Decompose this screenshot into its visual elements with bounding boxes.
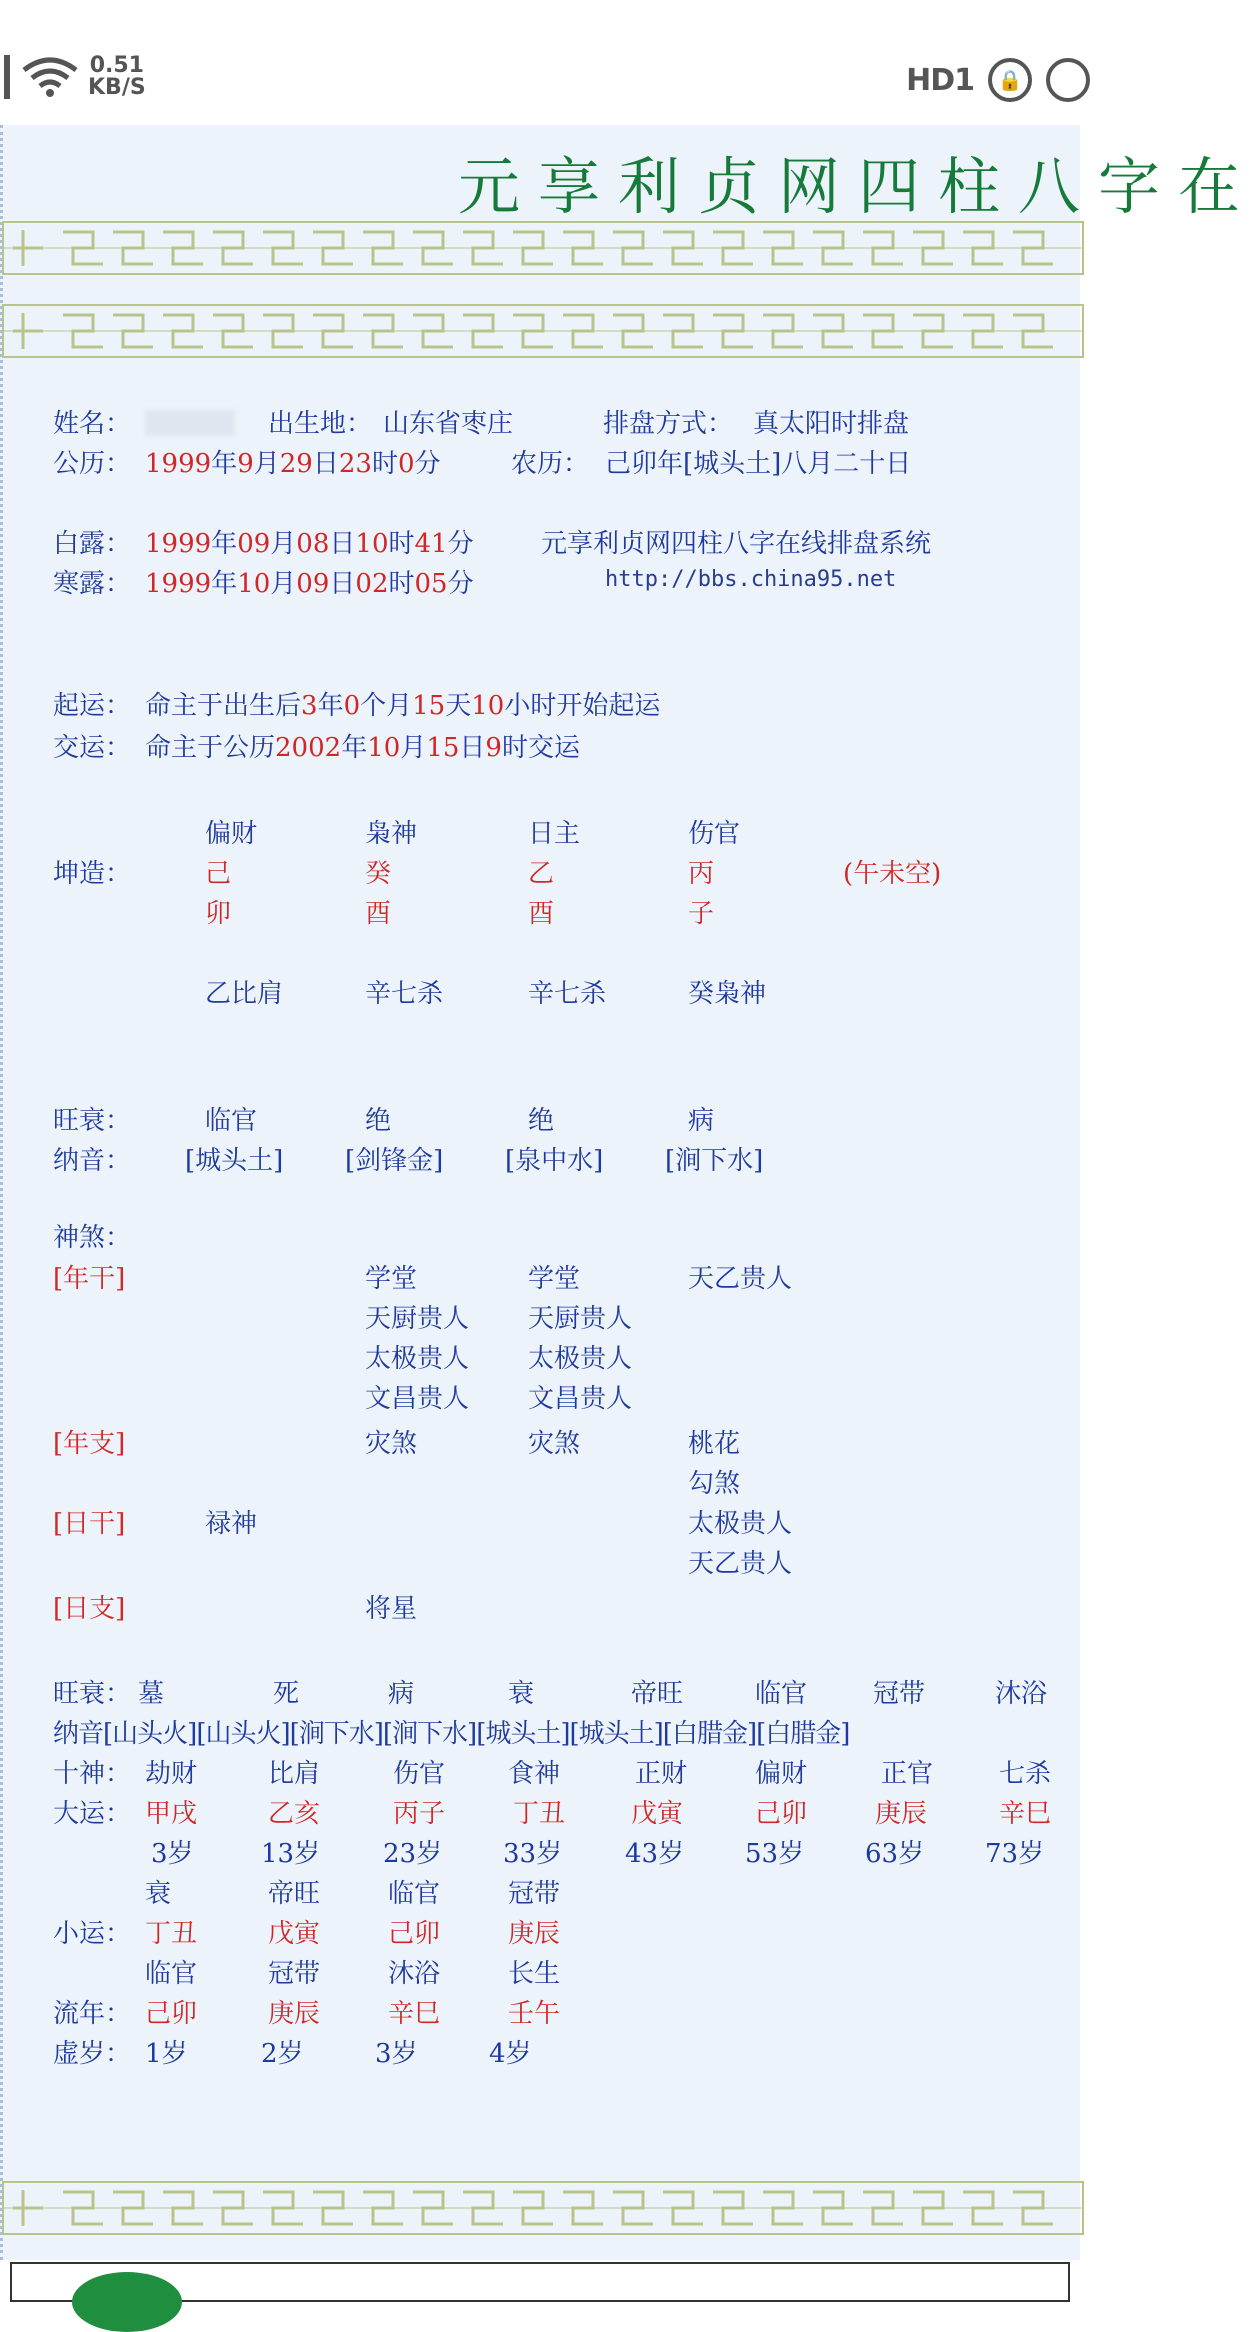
hidden-hour: 癸枭神 <box>688 979 767 1009</box>
dy-dy-7: 辛巳 <box>999 1799 1052 1829</box>
method-value: 真太阳时排盘 <box>753 409 910 439</box>
jiaoyun-row <box>3 727 1083 767</box>
shensha-year-stem-3 <box>3 1338 1083 1378</box>
jiaoyun-text-3: 月 <box>400 733 427 763</box>
birthplace-label: 出生地： <box>268 409 373 439</box>
dy-ss-4: 正财 <box>635 1759 688 1789</box>
hanlu-year: 1999 <box>145 569 212 599</box>
dy-ws-3: 衰 <box>508 1679 535 1709</box>
dy-ny-1: [山头火] <box>196 1719 290 1749</box>
shensha-day-branch <box>3 1588 1083 1628</box>
ds-c1-0: 禄神 <box>205 1509 258 1539</box>
dy-nayin-label <box>53 1713 849 1750</box>
ds-c4-0: 太极贵人 <box>688 1509 793 1539</box>
dy-age-2: 23岁 <box>383 1839 443 1869</box>
ys-c3-3: 文昌贵人 <box>528 1384 633 1414</box>
bailu-unit-minute: 分 <box>447 529 474 559</box>
pillar-stems-row <box>3 853 1083 893</box>
ys-c3-1: 天厨贵人 <box>528 1304 633 1334</box>
jiaoyun-text-1: 命主于公历 <box>145 733 276 763</box>
shensha-year-stem-4 <box>3 1378 1083 1418</box>
dy-dy-5: 己卯 <box>755 1799 808 1829</box>
yb-c4-0: 桃花 <box>688 1429 741 1459</box>
logo-icon <box>72 2272 182 2332</box>
branch-day: 酉 <box>528 899 555 929</box>
ln-3: 壬午 <box>508 1999 561 2029</box>
dy-ages-row <box>3 1833 1083 1873</box>
hanlu-unit-month: 月 <box>270 569 297 599</box>
hidden-year: 乙比肩 <box>205 979 284 1009</box>
dy-nayin-label-text: 纳音 <box>53 1719 104 1749</box>
hanlu-unit-minute: 分 <box>447 569 474 599</box>
dy-ss-1: 比肩 <box>268 1759 321 1789</box>
bailu-year: 1999 <box>145 529 212 559</box>
dy-ny-4: [城头土] <box>476 1719 570 1749</box>
bailu-month: 09 <box>237 529 271 559</box>
bailu-value <box>145 523 474 560</box>
qiyun-days: 15 <box>412 691 446 721</box>
site-url-link[interactable]: http://bbs.china95.net <box>605 567 897 592</box>
ys-c3-0: 学堂 <box>528 1264 581 1294</box>
year-branch-label: [年支] <box>53 1429 126 1459</box>
decorative-border-inner-top <box>3 303 1083 359</box>
shensha-year-branch <box>3 1423 1083 1463</box>
dy-ws-5: 临官 <box>755 1679 808 1709</box>
xusui-label: 虚岁： <box>53 2039 132 2069</box>
day-stem-label: [日干] <box>53 1509 126 1539</box>
jiaoyun-day: 15 <box>426 733 460 763</box>
year-stem-label: [年干] <box>53 1264 126 1294</box>
dy-dy-6: 庚辰 <box>875 1799 928 1829</box>
qiyun-value <box>145 685 660 722</box>
day-branch-label: [日支] <box>53 1594 126 1624</box>
qiyun-months: 0 <box>343 691 361 721</box>
jiaoyun-text-2: 年 <box>341 733 368 763</box>
network-speed-value: 0.51 <box>89 53 144 78</box>
signal-icon <box>0 55 12 99</box>
ys-c4-0: 天乙贵人 <box>688 1264 793 1294</box>
void-branches: (午未空) <box>843 859 942 889</box>
ys-c3-2: 太极贵人 <box>528 1344 633 1374</box>
nayin-label: 纳音： <box>53 1146 132 1176</box>
bailu-unit-year: 年 <box>211 529 238 559</box>
ys-c2-0: 学堂 <box>365 1264 418 1294</box>
stem-year: 己 <box>205 859 232 889</box>
bailu-day: 08 <box>296 529 330 559</box>
dy-nayin-row <box>3 1713 1083 1753</box>
bailu-unit-month: 月 <box>270 529 297 559</box>
pillar-branches-row <box>3 893 1083 933</box>
xy-states-bottom-row <box>3 1953 1083 1993</box>
liunian-label: 流年： <box>53 1999 132 2029</box>
stem-day: 乙 <box>528 859 555 889</box>
solar-label: 公历： <box>53 449 132 479</box>
hidden-day: 辛七杀 <box>528 979 607 1009</box>
dy-ws-7: 沐浴 <box>995 1679 1048 1709</box>
hanlu-day: 09 <box>296 569 330 599</box>
solar-hour: 23 <box>338 449 372 479</box>
bailu-label: 白露： <box>53 529 132 559</box>
dy-ws-6: 冠带 <box>873 1679 926 1709</box>
wangshuai-hour: 病 <box>688 1106 715 1136</box>
info-row-calendar <box>3 443 1083 483</box>
ys-c2-3: 文昌贵人 <box>365 1384 470 1414</box>
name-label: 姓名： <box>53 409 132 439</box>
xy-top-2: 临官 <box>388 1879 441 1909</box>
bazi-chart-page <box>0 125 1258 2260</box>
qiyun-text-3: 个月 <box>360 691 413 721</box>
dy-wangshuai-label: 旺衰： <box>53 1679 132 1709</box>
kun-label: 坤造： <box>53 859 132 889</box>
dy-dayun-label: 大运： <box>53 1799 132 1829</box>
solar-unit-day: 日 <box>312 449 339 479</box>
shensha-label: 神煞： <box>53 1223 132 1253</box>
status-left <box>0 55 146 99</box>
xy-label: 小运： <box>53 1919 132 1949</box>
jiaoyun-value <box>145 727 580 764</box>
xy-val-3: 庚辰 <box>508 1919 561 1949</box>
term-row-hanlu <box>3 563 1083 603</box>
xy-bot-1: 冠带 <box>268 1959 321 1989</box>
dy-dy-2: 丙子 <box>393 1799 446 1829</box>
wangshuai-row <box>3 1100 1083 1140</box>
lunar-value: 己卯年[城头土]八月二十日 <box>605 449 912 479</box>
ln-1: 庚辰 <box>268 1999 321 2029</box>
solar-minute: 0 <box>397 449 415 479</box>
stem-hour: 丙 <box>688 859 715 889</box>
nayin-month: [剑锋金] <box>345 1146 444 1176</box>
liunian-row <box>3 1993 1083 2033</box>
wangshuai-day: 绝 <box>528 1106 555 1136</box>
dy-ss-3: 食神 <box>508 1759 561 1789</box>
pillar-god-month: 枭神 <box>365 819 418 849</box>
dy-ss-7: 七杀 <box>999 1759 1052 1789</box>
qiyun-label: 起运： <box>53 691 132 721</box>
nayin-year: [城头土] <box>185 1146 284 1176</box>
qiyun-text-1: 命主于出生后 <box>145 691 302 721</box>
hanlu-minute: 05 <box>414 569 448 599</box>
dy-dy-4: 戊寅 <box>631 1799 684 1829</box>
nayin-hour: [涧下水] <box>665 1146 764 1176</box>
xs-2: 3岁 <box>375 2039 418 2069</box>
ys-c2-1: 天厨贵人 <box>365 1304 470 1334</box>
qiyun-text-4: 天 <box>445 691 472 721</box>
jiaoyun-month: 10 <box>367 733 401 763</box>
dy-ny-5: [城头土] <box>569 1719 663 1749</box>
qiyun-text-5: 小时开始起运 <box>504 691 661 721</box>
qiyun-hours: 10 <box>471 691 505 721</box>
shensha-year-branch-2 <box>3 1463 1083 1503</box>
shensha-day-stem-2 <box>3 1543 1083 1583</box>
decorative-border-top <box>3 220 1083 276</box>
dy-ny-3: [涧下水] <box>382 1719 477 1749</box>
qiyun-years: 3 <box>301 691 318 721</box>
dy-ws-2: 病 <box>388 1679 415 1709</box>
hanlu-unit-year: 年 <box>211 569 238 599</box>
xy-states-top-row <box>3 1873 1083 1913</box>
shensha-label-row <box>3 1217 1083 1257</box>
dy-age-5: 53岁 <box>745 1839 805 1869</box>
shensha-year-stem <box>3 1258 1083 1298</box>
dy-age-4: 43岁 <box>625 1839 685 1869</box>
lock-rotation-icon: 🔒 <box>988 58 1032 102</box>
name-redacted <box>145 407 235 437</box>
status-right <box>906 58 1090 102</box>
jiaoyun-text-5: 时交运 <box>501 733 580 763</box>
network-speed <box>88 55 146 99</box>
ln-0: 己卯 <box>145 1999 198 2029</box>
hanlu-unit-hour: 时 <box>388 569 415 599</box>
dy-shishen-row <box>3 1753 1083 1793</box>
hidden-month: 辛七杀 <box>365 979 444 1009</box>
dy-ws-1: 死 <box>273 1679 300 1709</box>
dy-dy-1: 乙亥 <box>268 1799 321 1829</box>
solar-month: 9 <box>237 449 254 479</box>
hd-icon: HD1 <box>906 62 974 98</box>
solar-unit-year: 年 <box>211 449 238 479</box>
system-name: 元享利贞网四柱八字在线排盘系统 <box>541 529 932 559</box>
ys-c2-2: 太极贵人 <box>365 1344 470 1374</box>
status-bar <box>0 0 1080 120</box>
xy-bot-2: 沐浴 <box>388 1959 441 1989</box>
shensha-year-stem-2 <box>3 1298 1083 1338</box>
xy-val-2: 己卯 <box>388 1919 441 1949</box>
yb-c3-0: 灾煞 <box>528 1429 581 1459</box>
hanlu-month: 10 <box>237 569 271 599</box>
site-title: 元享利贞网四柱八字在 <box>458 150 1258 223</box>
dy-ss-6: 正官 <box>881 1759 934 1789</box>
dy-shishen-label: 十神： <box>53 1759 132 1789</box>
alarm-icon <box>1046 58 1090 102</box>
branch-year: 卯 <box>205 899 232 929</box>
bottom-card[interactable] <box>10 2262 1070 2302</box>
dy-age-7: 73岁 <box>985 1839 1045 1869</box>
pillar-gods-row <box>3 813 1083 853</box>
ds-c4-1: 天乙贵人 <box>688 1549 793 1579</box>
dy-ny-0: [山头火] <box>103 1719 197 1749</box>
term-row-bailu <box>3 523 1083 563</box>
dy-ny-2: [涧下水] <box>289 1719 383 1749</box>
wangshuai-year: 临官 <box>205 1106 258 1136</box>
jiaoyun-hour: 9 <box>485 733 502 763</box>
dy-ny-7: [白腊金] <box>756 1719 850 1749</box>
dy-age-3: 33岁 <box>503 1839 563 1869</box>
hanlu-value <box>145 563 474 600</box>
dy-ss-0: 劫财 <box>145 1759 198 1789</box>
network-speed-unit: KB/S <box>88 75 146 100</box>
birthplace-value: 山东省枣庄 <box>383 409 514 439</box>
dy-age-6: 63岁 <box>865 1839 925 1869</box>
solar-year: 1999 <box>145 449 212 479</box>
xy-values-row <box>3 1913 1083 1953</box>
solar-unit-hour: 时 <box>371 449 398 479</box>
dy-dayun-row <box>3 1793 1083 1833</box>
pillar-god-day: 日主 <box>528 819 581 849</box>
dy-age-0: 3岁 <box>151 1839 194 1869</box>
solar-unit-month: 月 <box>253 449 280 479</box>
xy-top-0: 衰 <box>145 1879 172 1909</box>
jiaoyun-label: 交运： <box>53 733 132 763</box>
yb-c4-1: 勾煞 <box>688 1469 741 1499</box>
solar-unit-minute: 分 <box>414 449 441 479</box>
jiaoyun-text-4: 日 <box>459 733 486 763</box>
info-row-name <box>3 403 1083 443</box>
xs-1: 2岁 <box>261 2039 304 2069</box>
nayin-row <box>3 1140 1083 1180</box>
pillar-god-hour: 伤官 <box>688 819 741 849</box>
hidden-stems-row <box>3 973 1083 1013</box>
xs-3: 4岁 <box>489 2039 532 2069</box>
xy-bot-0: 临官 <box>145 1959 198 1989</box>
xy-top-1: 帝旺 <box>268 1879 321 1909</box>
hanlu-unit-day: 日 <box>329 569 356 599</box>
xusui-row <box>3 2033 1083 2073</box>
xy-val-0: 丁丑 <box>145 1919 198 1949</box>
qiyun-row <box>3 685 1083 725</box>
qiyun-text-2: 年 <box>317 691 344 721</box>
dy-dy-0: 甲戌 <box>145 1799 198 1829</box>
wifi-icon <box>22 56 78 98</box>
bailu-unit-day: 日 <box>329 529 356 559</box>
dy-ws-0: 墓 <box>138 1679 165 1709</box>
dy-ny-6: [白腊金] <box>662 1719 757 1749</box>
hanlu-label: 寒露： <box>53 569 132 599</box>
xy-top-3: 冠带 <box>508 1879 561 1909</box>
xy-val-1: 戊寅 <box>268 1919 321 1949</box>
wangshuai-month: 绝 <box>365 1106 392 1136</box>
db-c2-0: 将星 <box>365 1594 418 1624</box>
dy-wangshuai-row <box>3 1673 1083 1713</box>
solar-value <box>145 443 441 480</box>
bailu-hour: 10 <box>355 529 389 559</box>
bailu-minute: 41 <box>414 529 448 559</box>
dy-ss-5: 偏财 <box>755 1759 808 1789</box>
shensha-day-stem <box>3 1503 1083 1543</box>
stem-month: 癸 <box>365 859 392 889</box>
wangshuai-label: 旺衰： <box>53 1106 132 1136</box>
method-label: 排盘方式： <box>603 409 734 439</box>
hanlu-hour: 02 <box>355 569 389 599</box>
yb-c2-0: 灾煞 <box>365 1429 418 1459</box>
lunar-label: 农历： <box>511 449 590 479</box>
jiaoyun-year: 2002 <box>275 733 342 763</box>
dy-age-1: 13岁 <box>261 1839 321 1869</box>
dy-dy-3: 丁丑 <box>513 1799 566 1829</box>
nayin-day: [泉中水] <box>505 1146 604 1176</box>
pillar-god-year: 偏财 <box>205 819 258 849</box>
xy-bot-3: 长生 <box>508 1959 561 1989</box>
branch-hour: 子 <box>688 899 715 929</box>
decorative-border-bottom <box>3 2180 1083 2236</box>
ln-2: 辛巳 <box>388 1999 441 2029</box>
dy-ws-4: 帝旺 <box>631 1679 684 1709</box>
dy-ss-2: 伤官 <box>393 1759 446 1789</box>
solar-day: 29 <box>279 449 313 479</box>
branch-month: 酉 <box>365 899 392 929</box>
bailu-unit-hour: 时 <box>388 529 415 559</box>
xs-0: 1岁 <box>145 2039 188 2069</box>
